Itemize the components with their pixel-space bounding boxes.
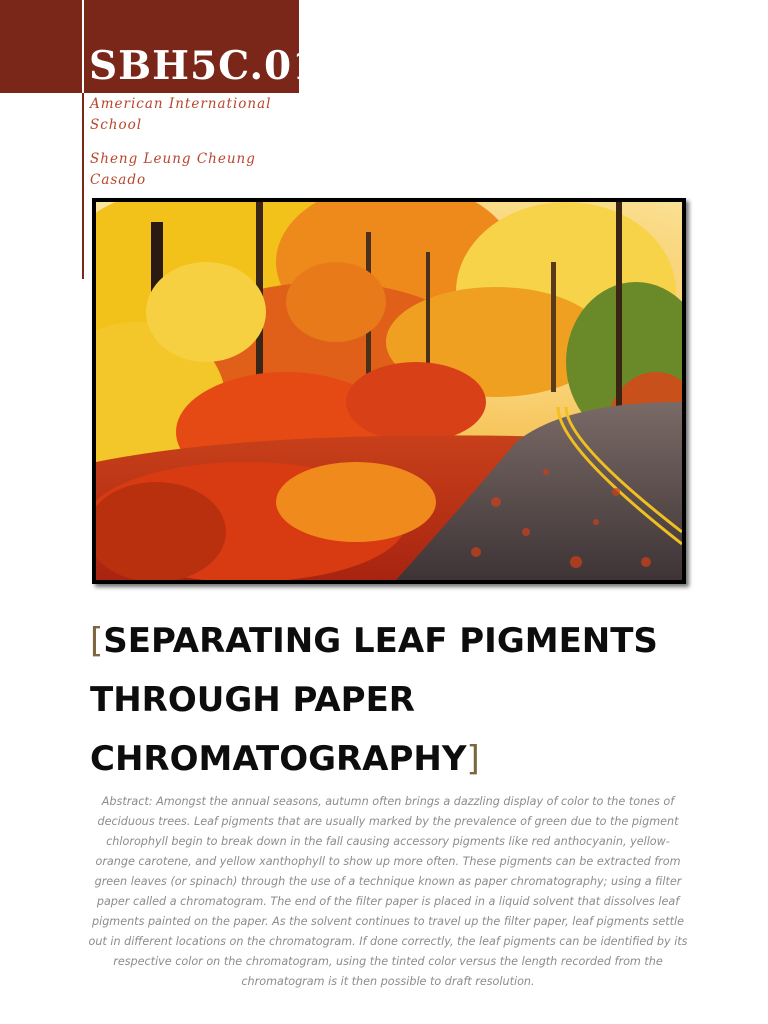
margin-rule <box>82 93 84 279</box>
course-code: SBH5C.01 <box>89 43 321 89</box>
title-text: SEPARATING LEAF PIGMENTS THROUGH PAPER CHROMATOGRAPHY <box>90 621 658 779</box>
autumn-forest-road-photo <box>96 202 682 580</box>
title-open-bracket: [ <box>90 621 104 661</box>
report-title <box>90 612 750 789</box>
title-close-bracket: ] <box>466 739 480 779</box>
abstract-text: Abstract: Amongst the annual seasons, autumn often brings a dazzling display of color to the tones of deciduous trees. Leaf pigments that are usually marked by the prevalence of green due to the pigment chlorophyll begin to break down in the fall causing accessory pigments like red anthocyanin, yellow-orange carotene, and yellow xanthophyll to show up more often. These pigments can be extracted from green leaves (or spinach) through the use of a technique known as paper chromatography; using a filter paper called a chromatogram. The end of the filter paper is placed in a liquid solvent that dissolves leaf pigments painted on the paper. As the solvent continues to travel up the filter paper, leaf pigments settle out in different locations on the chromatogram. If done correctly, the leaf pigments can be identified by its respective color on the chromatogram, using the tinted color versus the length recorded from the chromatogram is it then possible to draft resolution. <box>88 795 688 988</box>
school-name: American International School <box>90 96 272 133</box>
header-divider-line <box>82 0 84 93</box>
cover-photo <box>92 198 686 584</box>
author-name: Sheng Leung Cheung Casado <box>90 151 256 188</box>
